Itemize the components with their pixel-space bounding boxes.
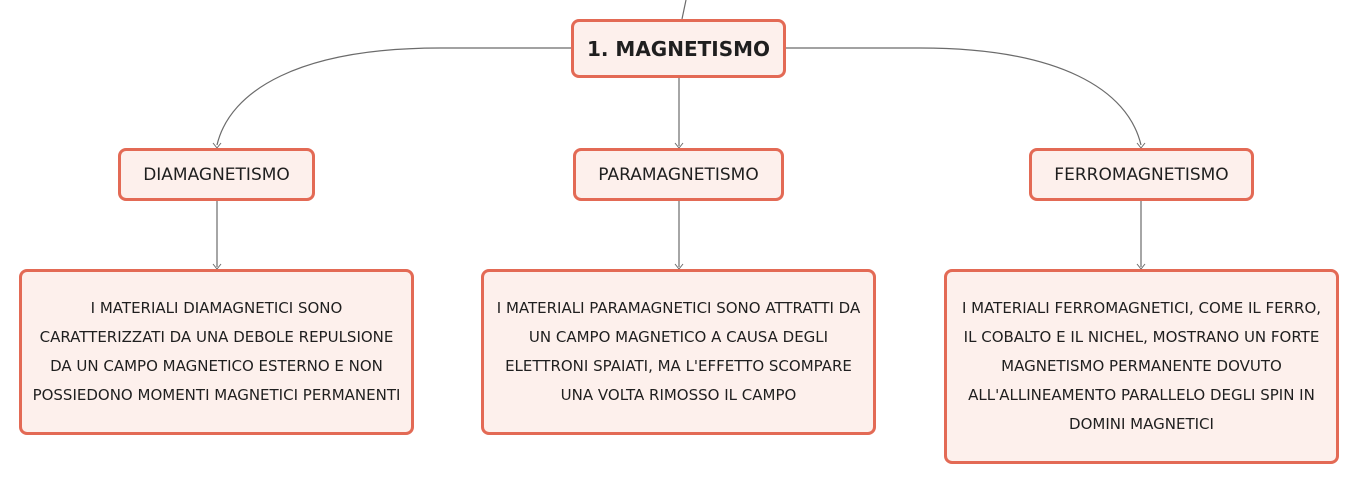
description-node-ferromagnetismo[interactable] [944,269,1339,464]
connector-root-ferro [786,48,1141,145]
topic-node-label: DIAMAGNETISMO [143,164,290,185]
description-text: I MATERIALI FERROMAGNETICI, COME IL FERRO, IL COBALTO E IL NICHEL, MOSTRANO UN FORTE MAGNETISMO PERMANENTE DOVUTO ALL'ALLINEAMENTO PARALLELO DEGLI SPIN IN DOMINI MAGNETICI [961,299,1322,433]
topic-node-label: PARAMAGNETISMO [598,164,759,185]
description-text: I MATERIALI PARAMAGNETICI SONO ATTRATTI DA UN CAMPO MAGNETICO A CAUSA DEGLI ELETTRONI SPAIATI, MA L'EFFETTO SCOMPARE UNA VOLTA RIMOSSO IL CAMPO [496,299,861,404]
connector-root-dia [217,48,571,145]
topic-node-label: FERROMAGNETISMO [1054,164,1229,185]
root-node-label: 1. MAGNETISMO [586,36,771,61]
description-node-diamagnetismo[interactable] [19,269,414,435]
topic-node-ferromagnetismo[interactable] [1029,148,1254,201]
description-text: I MATERIALI DIAMAGNETICI SONO CARATTERIZZATI DA UNA DEBOLE REPULSIONE DA UN CAMPO MAGNETICO ESTERNO E NON POSSIEDONO MOMENTI MAGNETICI PERMANENTI [32,299,401,404]
description-node-paramagnetismo[interactable] [481,269,876,435]
topic-node-paramagnetismo[interactable] [573,148,784,201]
root-node[interactable] [571,19,786,78]
connector-incoming-root [682,0,686,19]
topic-node-diamagnetismo[interactable] [118,148,315,201]
